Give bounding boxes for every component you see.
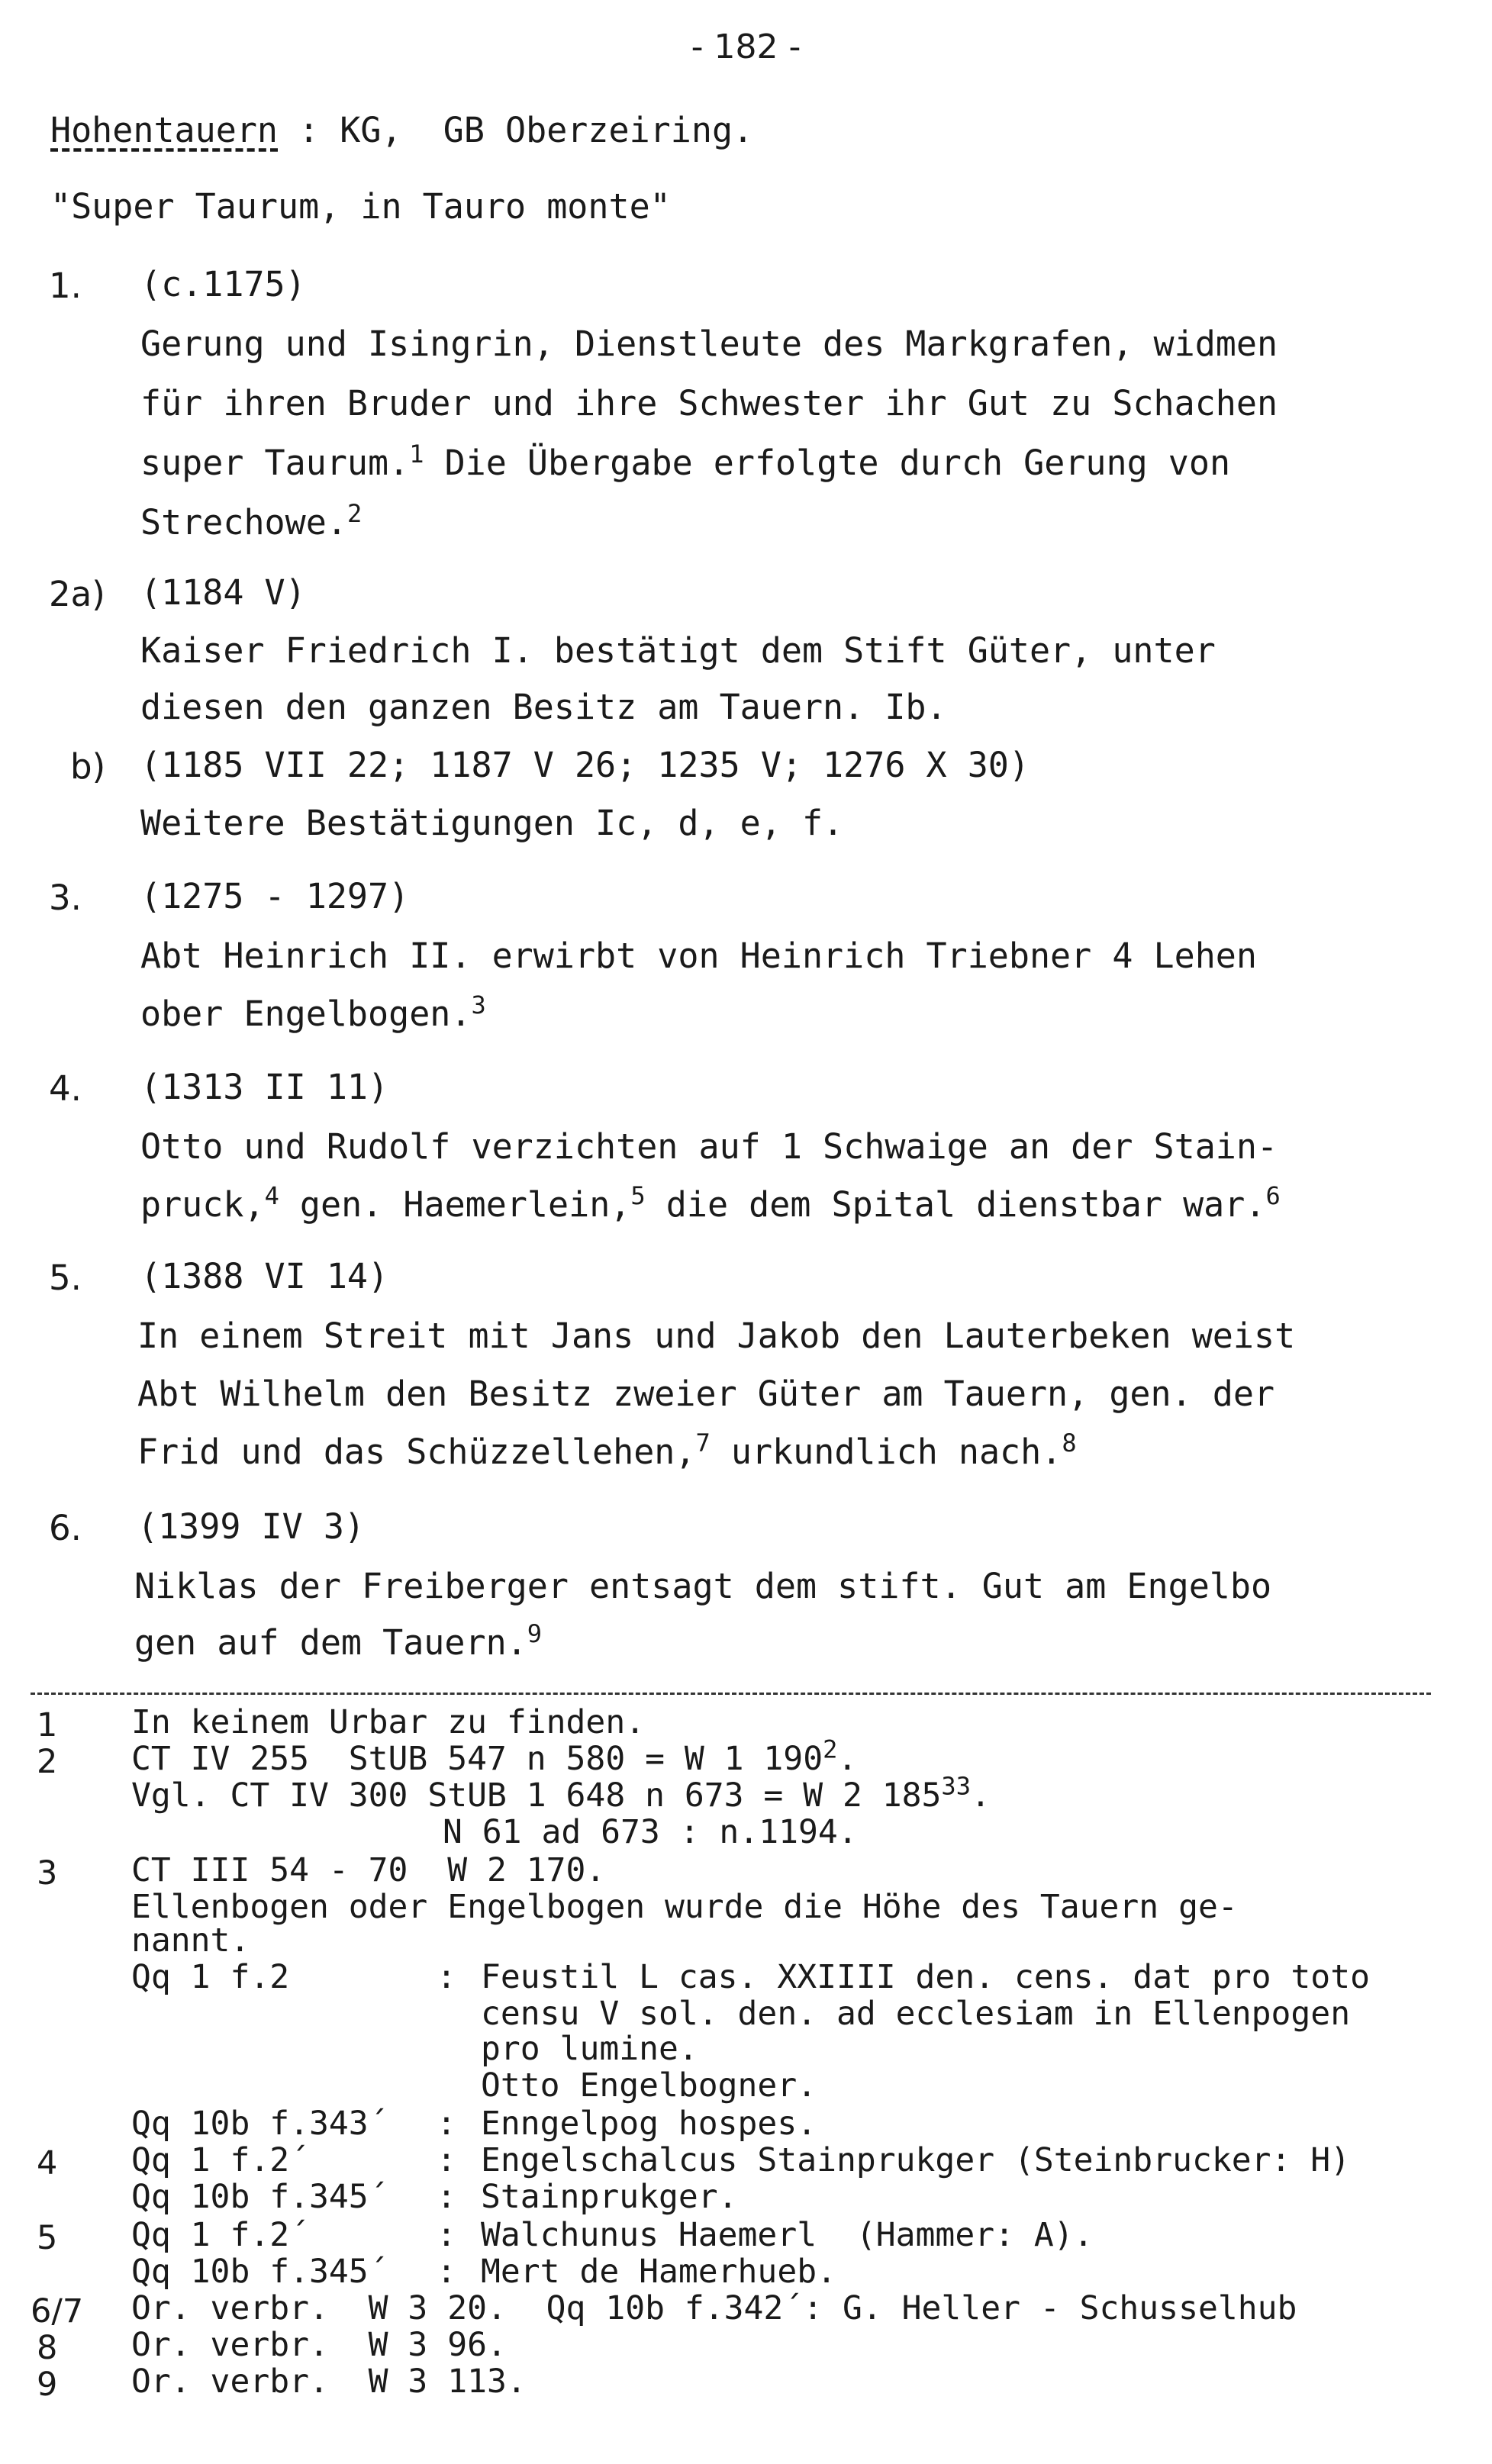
footnote-text: Engelschalcus Stainprukger (Steinbrucker: H) [481,2141,1351,2179]
entry-number: 4. [49,1068,82,1109]
entry-date: (1399 IV 3) [137,1506,366,1547]
footnote-text: N 61 ad 673 : n.1194. [443,1813,858,1851]
page-number: - 182 - [691,27,801,66]
footnote-ref: 4 [264,1181,279,1210]
footnote-ref: 2 [346,499,363,528]
entry-number: 2a) [49,574,105,614]
footnote-ref: 7 [695,1428,711,1457]
footnote-text: Feustil L cas. XXIIII den. cens. dat pro toto [481,1958,1370,1996]
entry-text-line: In einem Streit mit Jans und Jakob den Lauterbeken weist [137,1316,1296,1356]
footnote-colon: : [437,2253,456,2291]
footnote-text: nannt. [131,1921,250,1960]
footnote-ref-source: Qq 1 f.2 [131,1958,290,1996]
entry-number: b) [70,746,106,787]
entry-text-line: Frid und das Schüzzellehen,$^7$ urkundlich nach.$^8$ [137,1428,1077,1472]
footnote-ref: 6 [1265,1181,1281,1210]
heading-place: Hohentauern [50,110,279,150]
footnote-number: 1 [37,1706,58,1744]
footnote-text: Ellenbogen oder Engelbogen wurde die Höhe des Tauern ge- [131,1888,1238,1926]
footnote-ref-source: Qq 1 f.2´ [131,2141,309,2179]
footnote-number: 3 [37,1854,58,1892]
footnote-text: Enngelpog hospes. [481,2105,817,2143]
footnote-number: 5 [37,2219,58,2257]
footnote-text: Vgl. CT IV 300 StUB 1 648 n 673 = W 2 $185^{33}$. [131,1771,991,1815]
footnote-ref-source: Qq 1 f.2´ [131,2216,309,2254]
entry-number: 6. [49,1508,82,1548]
footnote-text: censu V sol. den. ad ecclesiam in Ellenpogen [481,1995,1351,2033]
footnote-colon: : [437,2105,456,2143]
entry-text-line: diesen den ganzen Besitz am Tauern. Ib. [140,687,947,727]
footnote-text: pro lumine. [481,2030,698,2068]
entry-text-line: Otto und Rudolf verzichten auf 1 Schwaige an der Stain- [140,1126,1278,1167]
footnote-text: Walchunus Haemerl (Hammer: A). [481,2216,1094,2254]
entry-text-line: für ihren Bruder und ihre Schwester ihr Gut zu Schachen [140,383,1278,424]
entry-number: 5. [49,1258,82,1298]
footnote-ref: 5 [630,1181,646,1210]
entry-text-line: gen auf dem Tauern.$^9$ [134,1619,543,1663]
footnote-number: 4 [37,2144,58,2182]
footnote-text: Mert de Hamerhueb. [481,2253,836,2291]
entry-number: 3. [49,878,82,918]
entry-text-line: Gerung und Isingrin, Dienstleute des Markgrafen, widmen [140,324,1278,364]
entry-text-line: Strechowe.$^2$ [140,499,363,543]
footnote-ref: 9 [527,1619,543,1648]
footnote-text: CT III 54 - 70 W 2 170. [131,1851,606,1889]
footnote-text: Or. verbr. W 3 113. [131,2363,527,2401]
footnote-text: Otto Engelbogner. [481,2066,817,2105]
footnote-colon: : [437,2178,456,2216]
footnote-text: CT IV 255 StUB 547 n 580 = W 1 $190^2$. [131,1734,858,1778]
entry-date: (c.1175) [140,264,306,304]
entry-date: (1313 II 11) [140,1067,389,1107]
entry-text-line: Weitere Bestätigungen Ic, d, e, f. [140,803,844,843]
entry-text-line: Niklas der Freiberger entsagt dem stift. Gut am Engelbo [134,1566,1272,1606]
footnote-ref: 8 [1062,1428,1077,1457]
heading [50,110,754,150]
footnote-text: In keinem Urbar zu finden. [131,1703,646,1741]
entry-number: 1. [49,266,82,306]
footnote-colon: : [437,2141,456,2179]
entry-date: (1185 VII 22; 1187 V 26; 1235 V; 1276 X 30) [140,745,1030,785]
footnote-ref: 3 [471,990,486,1019]
subtitle: "Super Taurum, in Tauro monte" [50,186,671,227]
entry-text-line: pruck,$^4$ gen. Haemerlein,$^5$ die dem Spital dienstbar war.$^6$ [140,1181,1281,1225]
footnote-number: 6/7 [31,2292,84,2330]
footnote-colon: : [437,2216,456,2254]
entry-date: (1275 - 1297) [140,876,410,916]
footnote-number: 9 [37,2366,58,2404]
footnote-number: 8 [37,2329,58,2367]
footnote-text: Or. verbr. W 3 96. [131,2326,507,2364]
entry-text-line: ober Engelbogen.$^3$ [140,990,486,1034]
footnote-ref-source: Qq 10b f.343´ [131,2105,388,2143]
entry-text-line: Kaiser Friedrich I. bestätigt dem Stift Güter, unter [140,630,1216,671]
entry-text-line: Abt Heinrich II. erwirbt von Heinrich Triebner 4 Lehen [140,936,1257,976]
footnote-ref-source: Qq 10b f.345´ [131,2178,388,2216]
footnote-ref-source: Qq 10b f.345´ [131,2253,388,2291]
footnote-text: Or. verbr. W 3 20. Qq 10b f.342´: G. Heller - Schusselhub [131,2289,1297,2327]
footnote-colon: : [437,1958,456,1996]
footnote-number: 2 [37,1743,58,1781]
entry-text-line: super Taurum.$^1$ Die Übergabe erfolgte durch Gerung von [140,440,1231,483]
footnote-ref: 1 [409,440,424,469]
entry-date: (1388 VI 14) [140,1256,389,1296]
entry-date: (1184 V) [140,572,306,613]
entry-text-line: Abt Wilhelm den Besitz zweier Güter am Tauern, gen. der [137,1374,1275,1414]
footnote-separator [31,1693,1431,1695]
footnote-text: Stainprukger. [481,2178,738,2216]
heading-rest: : KG, GB Oberzeiring. [278,110,754,150]
